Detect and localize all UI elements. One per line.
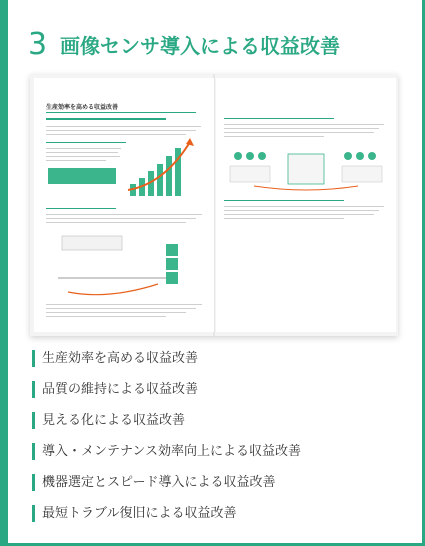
text-line bbox=[224, 128, 379, 129]
sensor-dot bbox=[258, 152, 266, 160]
list-item-marker bbox=[32, 412, 35, 429]
text-line bbox=[46, 126, 201, 127]
text-line bbox=[46, 156, 120, 157]
sensor-dot bbox=[344, 152, 352, 160]
process-box bbox=[342, 166, 382, 182]
list-item bbox=[32, 441, 402, 463]
process-box bbox=[230, 166, 270, 182]
text-line bbox=[224, 136, 324, 137]
list-item bbox=[32, 410, 402, 432]
text-line bbox=[46, 160, 106, 161]
process-box bbox=[288, 154, 324, 184]
right-subheading-2 bbox=[224, 200, 344, 201]
left-subheading-2 bbox=[46, 142, 126, 143]
production-diagram bbox=[48, 230, 198, 302]
text-line bbox=[46, 308, 196, 309]
text-line bbox=[224, 206, 384, 207]
text-line bbox=[224, 124, 384, 125]
sensor-dot bbox=[246, 152, 254, 160]
list-item-label: 見える化による収益改善 bbox=[42, 413, 186, 428]
improvement-list bbox=[32, 348, 402, 534]
list-item-label: 生産効率を高める収益改善 bbox=[42, 351, 199, 366]
sensor-dot bbox=[356, 152, 364, 160]
machine-box bbox=[62, 236, 122, 250]
book-spread-image bbox=[30, 74, 398, 336]
list-item-marker bbox=[32, 505, 35, 522]
growth-chart bbox=[124, 134, 204, 200]
right-subheading bbox=[224, 118, 334, 119]
list-item-marker bbox=[32, 381, 35, 398]
sensor-process-diagram bbox=[224, 144, 384, 194]
right-page bbox=[216, 78, 396, 332]
text-line bbox=[46, 218, 196, 219]
chart-bar bbox=[157, 164, 163, 196]
text-line bbox=[224, 214, 374, 215]
diagram-arrow bbox=[68, 284, 158, 295]
left-page bbox=[34, 78, 214, 332]
section-number: 3 bbox=[28, 27, 48, 62]
list-item bbox=[32, 472, 402, 494]
chart-bar bbox=[166, 156, 172, 196]
text-line bbox=[224, 218, 344, 219]
diagram-block bbox=[166, 244, 178, 256]
process-arrow bbox=[254, 186, 358, 190]
list-item-label: 品質の維持による収益改善 bbox=[42, 382, 199, 397]
left-subheading bbox=[46, 118, 166, 120]
text-line bbox=[46, 312, 186, 313]
text-line bbox=[46, 152, 118, 153]
list-item-label: 導入・メンテナンス効率向上による収益改善 bbox=[42, 444, 301, 459]
sensor-dot bbox=[368, 152, 376, 160]
section-title: 画像センサ導入による収益改善 bbox=[60, 34, 340, 58]
text-line bbox=[46, 214, 202, 215]
text-line bbox=[46, 316, 166, 317]
list-item-marker bbox=[32, 474, 35, 491]
text-line bbox=[224, 132, 374, 133]
list-item bbox=[32, 503, 402, 525]
list-item bbox=[32, 379, 402, 401]
list-item-marker bbox=[32, 443, 35, 460]
list-item bbox=[32, 348, 402, 370]
list-item-label: 最短トラブル復旧による収益改善 bbox=[42, 506, 237, 521]
left-subheading-3 bbox=[46, 208, 116, 209]
list-item-marker bbox=[32, 350, 35, 367]
diagram-block bbox=[166, 272, 178, 284]
diagram-block bbox=[166, 258, 178, 270]
text-line bbox=[46, 304, 202, 305]
left-accent-bar bbox=[0, 0, 8, 546]
green-callout-box bbox=[48, 168, 116, 184]
left-page-title: 生産効率を高める収益改善 bbox=[46, 104, 119, 111]
list-item-label: 機器選定とスピード導入による収益改善 bbox=[42, 475, 276, 490]
text-line bbox=[46, 148, 121, 149]
left-page-rule bbox=[46, 112, 196, 113]
sensor-dot bbox=[234, 152, 242, 160]
text-line bbox=[224, 210, 379, 211]
text-line bbox=[46, 130, 196, 131]
text-line bbox=[46, 222, 186, 223]
